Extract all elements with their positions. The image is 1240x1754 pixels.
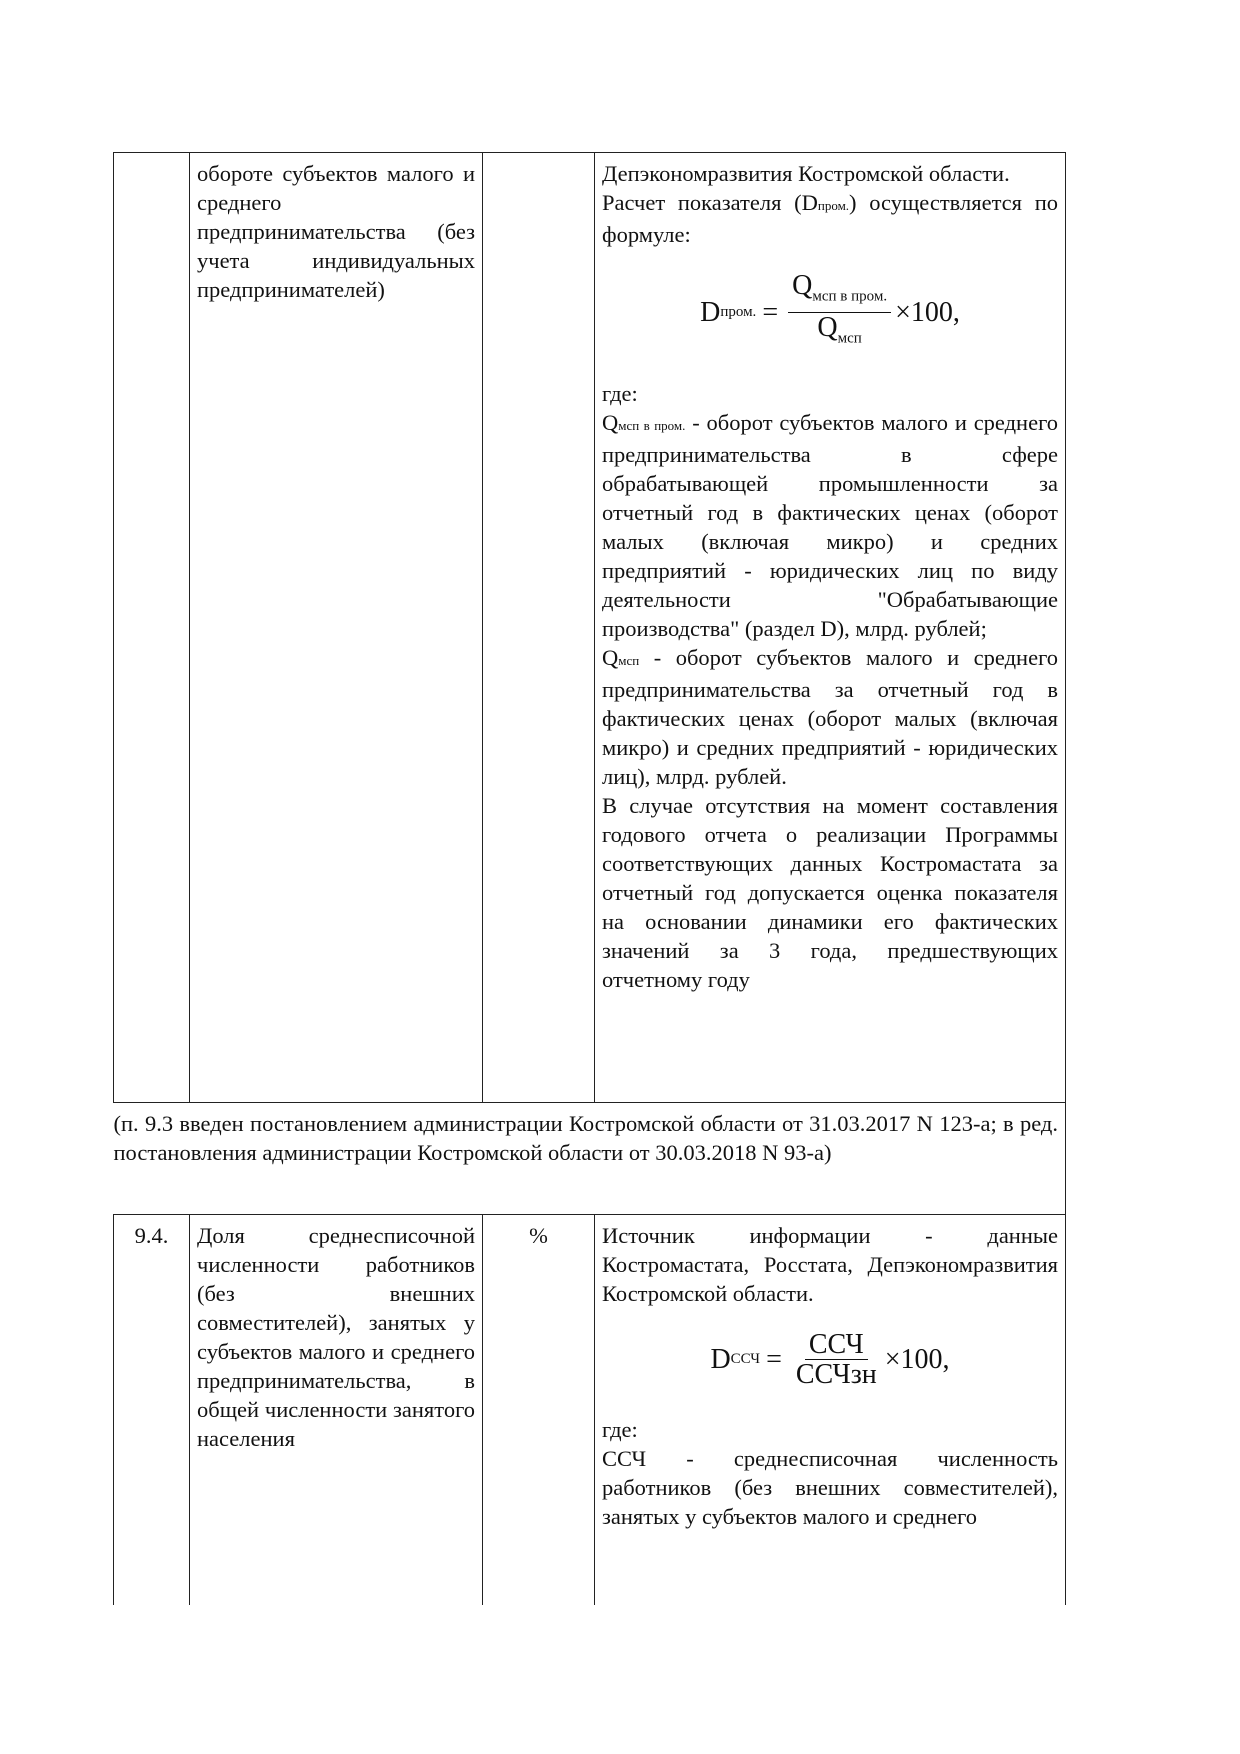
amendment-note: (п. 9.3 введен постановлением администрации Костромской области от 31.03.2017 N 123-а; в ред. постановления администрации Костромской области от 30.03.2018 N 93-а) xyxy=(114,1103,1066,1215)
row-number xyxy=(114,153,190,1103)
where-label: где: xyxy=(602,381,638,407)
formula: D пром. = $\frac{Q_{мсп в пром.}}{Q_{мсп}}$ ×100, xyxy=(700,270,960,347)
amendment-row xyxy=(114,1103,1066,1215)
definition: Qмсп в пром. - оборот субъектов малого и среднего предпринимательства в сфере обрабатывающей промышленности за отчетный год в фактических ценах (оборот малых (включая микро) и средних предприятий - юридических лиц по виду деятельности "Обрабатывающие производства" (раздел D), млрд. рублей; xyxy=(602,410,1059,642)
indicator-name: Доля среднесписочной численности работников (без внешних совместителей), занятых у субъектов малого и среднего предпринимательства, в общей численности занятого населения xyxy=(190,1215,483,1606)
indicators-table xyxy=(113,152,1066,1605)
definition: ССЧ - среднесписочная численность работников (без внешних совместителей), занятых у субъектов малого и среднего xyxy=(602,1446,1058,1529)
indicator-name: обороте субъектов малого и среднего предпринимательства (без учета индивидуальных предпринимателей) xyxy=(190,153,483,1103)
note-text: В случае отсутствия на момент составления годового отчета о реализации Программы соответствующих данных Костромастата за отчетный год допускается оценка показателя на основании динамики его фактических значений за 3 года, предшествующих отчетному году xyxy=(602,793,1058,993)
source-text: Депэкономразвития Костромской области. xyxy=(602,161,1010,186)
unit xyxy=(483,153,595,1103)
source-text: Источник информации - данные Костромастата, Росстата, Депэкономразвития Костромской области. xyxy=(602,1223,1058,1306)
formula: D ССЧ = $\frac{\text{ССЧ}}{\text{ССЧзн}}$ ×100, xyxy=(710,1329,950,1390)
unit: % xyxy=(483,1215,595,1606)
table-row xyxy=(114,153,1066,1103)
table-row xyxy=(114,1215,1066,1606)
where-label: где: xyxy=(602,1417,638,1442)
row-number: 9.4. xyxy=(114,1215,190,1606)
definition: Qмсп - оборот субъектов малого и среднего предпринимательства за отчетный год в фактических ценах (оборот малых (включая микро) и средних предприятий - юридических лиц), млрд. рублей. xyxy=(602,645,1058,790)
calculation-method xyxy=(595,1215,1066,1606)
calc-text: Расчет показателя (Dпром.) осуществляется по формуле: xyxy=(602,190,1058,247)
calculation-method xyxy=(595,153,1066,1103)
